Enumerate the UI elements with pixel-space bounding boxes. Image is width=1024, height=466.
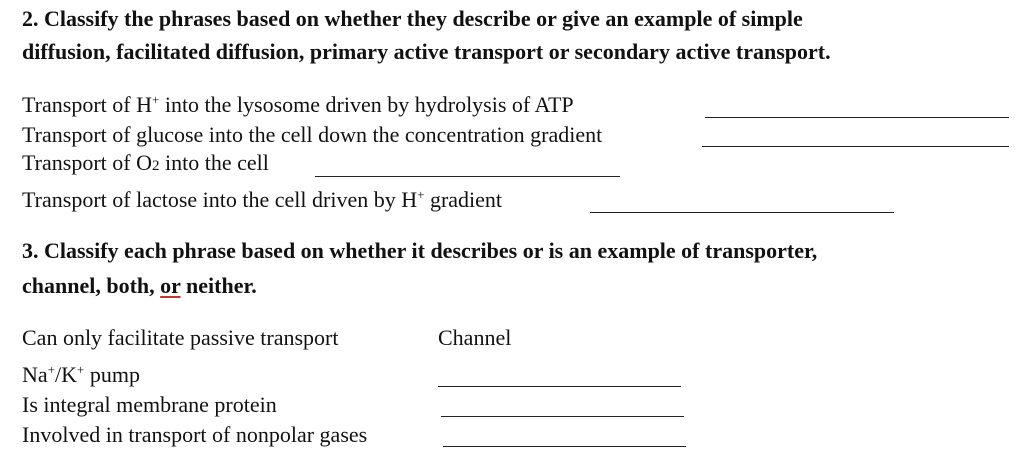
- q3-item-4-text: Involved in transport of nonpolar gases: [22, 422, 368, 447]
- superscript-plus: +: [151, 92, 160, 107]
- question-3-title: [22, 234, 1012, 302]
- q2-item-3-text: Transport of O: [22, 150, 152, 175]
- q2-item-4-text: Transport of lactose into the cell driven by H: [22, 187, 418, 212]
- q2-item-4-text-rest: gradient: [424, 187, 503, 212]
- q2-item-2: [22, 122, 602, 148]
- q3-item-2-answer-blank[interactable]: [438, 386, 681, 387]
- question-2-title-line-1: 2. Classify the phrases based on whether they describe or give an example of simple: [22, 6, 803, 31]
- q2-item-4: [22, 187, 502, 213]
- q3-title-or: or: [160, 273, 181, 298]
- q2-item-2-text: Transport of glucose into the cell down the concentration gradient: [22, 122, 603, 147]
- subscript-2: 2: [151, 158, 160, 174]
- q3-item-3-text: Is integral membrane protein: [22, 392, 277, 417]
- question-2-title-line-2: diffusion, facilitated diffusion, primary active transport or secondary active transport.: [22, 39, 831, 64]
- q2-item-1-text: Transport of H: [22, 92, 152, 117]
- q2-item-2-answer-blank[interactable]: [702, 146, 1009, 147]
- q3-item-3-answer-blank[interactable]: [441, 416, 684, 417]
- q3-item-1: [22, 325, 338, 351]
- question-3-title-line-1: 3. Classify each phrase based on whether it describes or is an example of transporter,: [22, 238, 818, 263]
- q3-item-2-text: Na: [22, 362, 48, 387]
- q3-title-text-rest: neither.: [180, 273, 257, 298]
- q2-item-3-answer-blank[interactable]: [315, 176, 620, 177]
- q2-item-1-text-rest: into the lysosome driven by hydrolysis of ATP: [159, 92, 574, 117]
- q2-item-1: [22, 92, 574, 118]
- q2-item-3-text-rest: into the cell: [159, 150, 269, 175]
- q3-item-2-text-mid: /K: [55, 362, 77, 387]
- q3-item-2-text-rest: pump: [84, 362, 140, 387]
- question-3-title-line-2: [22, 269, 1012, 302]
- q2-item-4-answer-blank[interactable]: [590, 212, 894, 213]
- q3-item-1-answer[interactable]: Channel: [438, 325, 512, 350]
- question-2-title: [22, 2, 1012, 68]
- q3-item-4-answer-blank[interactable]: [443, 446, 686, 447]
- q3-item-3: [22, 392, 277, 418]
- superscript-plus: +: [77, 362, 85, 377]
- q3-item-2: [22, 362, 140, 388]
- q2-item-1-answer-blank[interactable]: [705, 117, 1009, 118]
- q3-title-text: channel, both,: [22, 273, 161, 298]
- q3-item-1-text: Can only facilitate passive transport: [22, 325, 339, 350]
- superscript-plus: +: [417, 187, 425, 202]
- q2-item-3: [22, 150, 269, 176]
- superscript-plus: +: [47, 362, 55, 377]
- q3-item-4: [22, 422, 367, 448]
